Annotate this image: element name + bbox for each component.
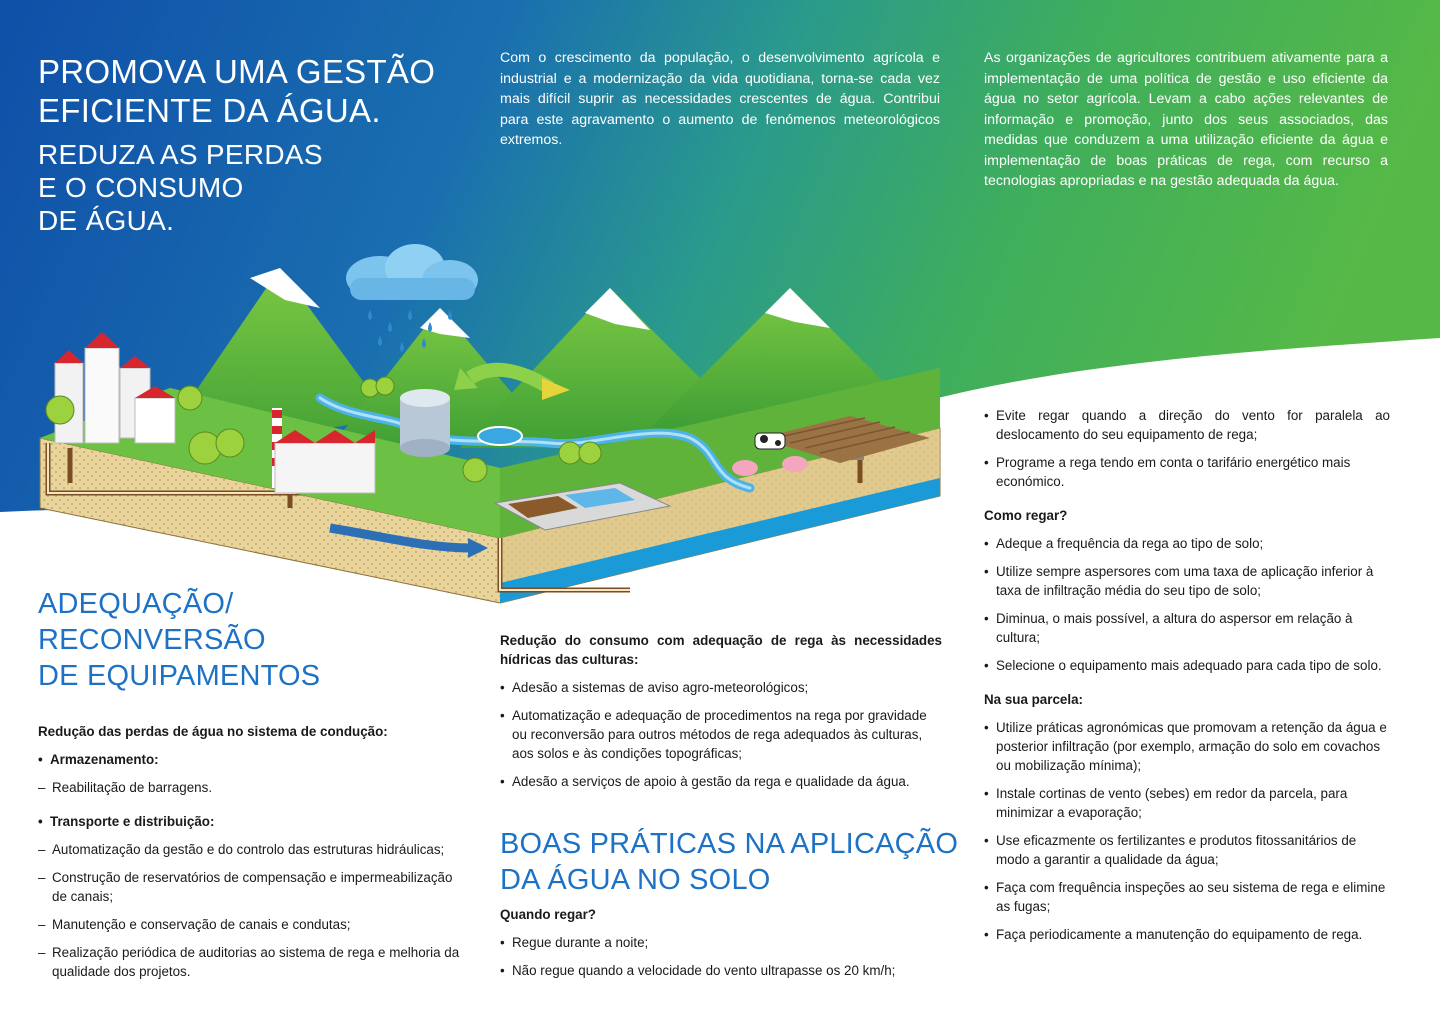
page-title-line: PROMOVA UMA GESTÃO <box>38 53 436 90</box>
parcel-item: • Use eficazmente os fertilizantes e produtos fitossanitários de modo a garantir a qualidade da água; <box>984 831 1390 869</box>
section-heading-good-practices <box>500 826 960 898</box>
section-heading-line: DE EQUIPAMENTOS <box>38 660 321 692</box>
when-item: • Evite regar quando a direção do vento for paralela ao deslocamento do seu equipamento de rega; <box>984 406 1390 444</box>
parcel-label: Na sua parcela: <box>984 692 1083 707</box>
practices-column <box>984 406 1390 953</box>
when-item: • Não regue quando a velocidade do vento ultrapasse os 20 km/h; <box>500 961 942 980</box>
consumption-subheading: Redução do consumo com adequação de rega às necessidades hídricas das culturas: <box>500 633 942 667</box>
transport-label: • Transporte e distribuição: <box>38 812 468 831</box>
transport-item: – Construção de reservatórios de compensação e impermeabilização de canais; <box>38 868 468 906</box>
when-item: • Regue durante a noite; <box>500 933 942 952</box>
consumption-item: • Automatização e adequação de procedimentos na rega por gravidade ou reconversão para outros métodos de rega adequados às culturas, aos solos e às condições topográficas; <box>500 706 942 763</box>
how-item: • Diminua, o mais possível, a altura do aspersor em relação à cultura; <box>984 609 1390 647</box>
storage-item: – Reabilitação de barragens. <box>38 778 468 797</box>
losses-column <box>38 722 468 990</box>
consumption-column <box>500 631 942 800</box>
parcel-item: • Instale cortinas de vento (sebes) em redor da parcela, para minimizar a evaporação; <box>984 784 1390 822</box>
transport-item: – Manutenção e conservação de canais e condutas; <box>38 915 468 934</box>
when-item: • Programe a rega tendo em conta o tarifário energético mais económico. <box>984 453 1390 491</box>
how-item: • Adeque a frequência da rega ao tipo de solo; <box>984 534 1390 553</box>
page-subtitle-line: REDUZA AS PERDAS <box>38 139 323 170</box>
consumption-item: • Adesão a sistemas de aviso agro-meteorológicos; <box>500 678 942 697</box>
parcel-item: • Utilize práticas agronómicas que promovam a retenção da água e posterior infiltração (por exemplo, armação do solo em covachos ou mobilização mínima); <box>984 718 1390 775</box>
town-buildings <box>55 332 175 443</box>
how-item: • Selecione o equipamento mais adequado para cada tipo de solo. <box>984 656 1390 675</box>
page-subtitle-line: DE ÁGUA. <box>38 205 175 236</box>
intro-paragraph-left: Com o crescimento da população, o desenvolvimento agrícola e industrial e a modernização da vida quotidiana, torna-se cada vez mais difícil suprir as necessidades crescentes de água. Contribui para este agravamento o aumento de fenómenos meteorológicos extremos. <box>500 50 940 148</box>
losses-subheading: Redução das perdas de água no sistema de condução: <box>38 724 388 739</box>
transport-item: – Automatização da gestão e do controlo das estruturas hidráulicas; <box>38 840 468 859</box>
page-title <box>38 52 478 130</box>
transport-item: – Realização periódica de auditorias ao sistema de rega e melhoria da qualidade dos projetos. <box>38 943 468 981</box>
page-subtitle-line: E O CONSUMO <box>38 172 244 203</box>
section-heading-equipment <box>38 586 438 694</box>
consumption-item: • Adesão a serviços de apoio à gestão da rega e qualidade da água. <box>500 772 942 791</box>
storage-label: • Armazenamento: <box>38 750 468 769</box>
cow-icon <box>755 433 785 449</box>
water-cycle-illustration <box>30 238 960 610</box>
section-heading-line: BOAS PRÁTICAS NA APLICAÇÃO <box>500 828 959 860</box>
page-subtitle <box>38 138 458 237</box>
how-item: • Utilize sempre aspersores com uma taxa de aplicação inferior à taxa de infiltração média do seu tipo de solo; <box>984 562 1390 600</box>
page-title-line: EFICIENTE DA ÁGUA. <box>38 92 381 129</box>
parcel-item: • Faça com frequência inspeções ao seu sistema de rega e elimine as fugas; <box>984 878 1390 916</box>
intro-paragraph-right: As organizações de agricultores contribuem ativamente para a implementação de uma política de gestão e uso eficiente da água no setor agrícola. Levam a cabo ações relevantes de informação e promoção, junto dos seus associados, das medidas que conduzem a uma utilização eficiente da água e implementação de boas práticas de rega, com recurso a tecnologias apropriadas e na gestão adequada da água. <box>984 50 1388 189</box>
section-heading-line: DA ÁGUA NO SOLO <box>500 864 771 896</box>
section-heading-line: ADEQUAÇÃO/ <box>38 588 234 620</box>
how-label: Como regar? <box>984 508 1068 523</box>
when-column <box>500 905 942 989</box>
parcel-item: • Faça periodicamente a manutenção do equipamento de rega. <box>984 925 1390 944</box>
section-heading-line: RECONVERSÃO <box>38 624 266 656</box>
when-label: Quando regar? <box>500 907 596 922</box>
